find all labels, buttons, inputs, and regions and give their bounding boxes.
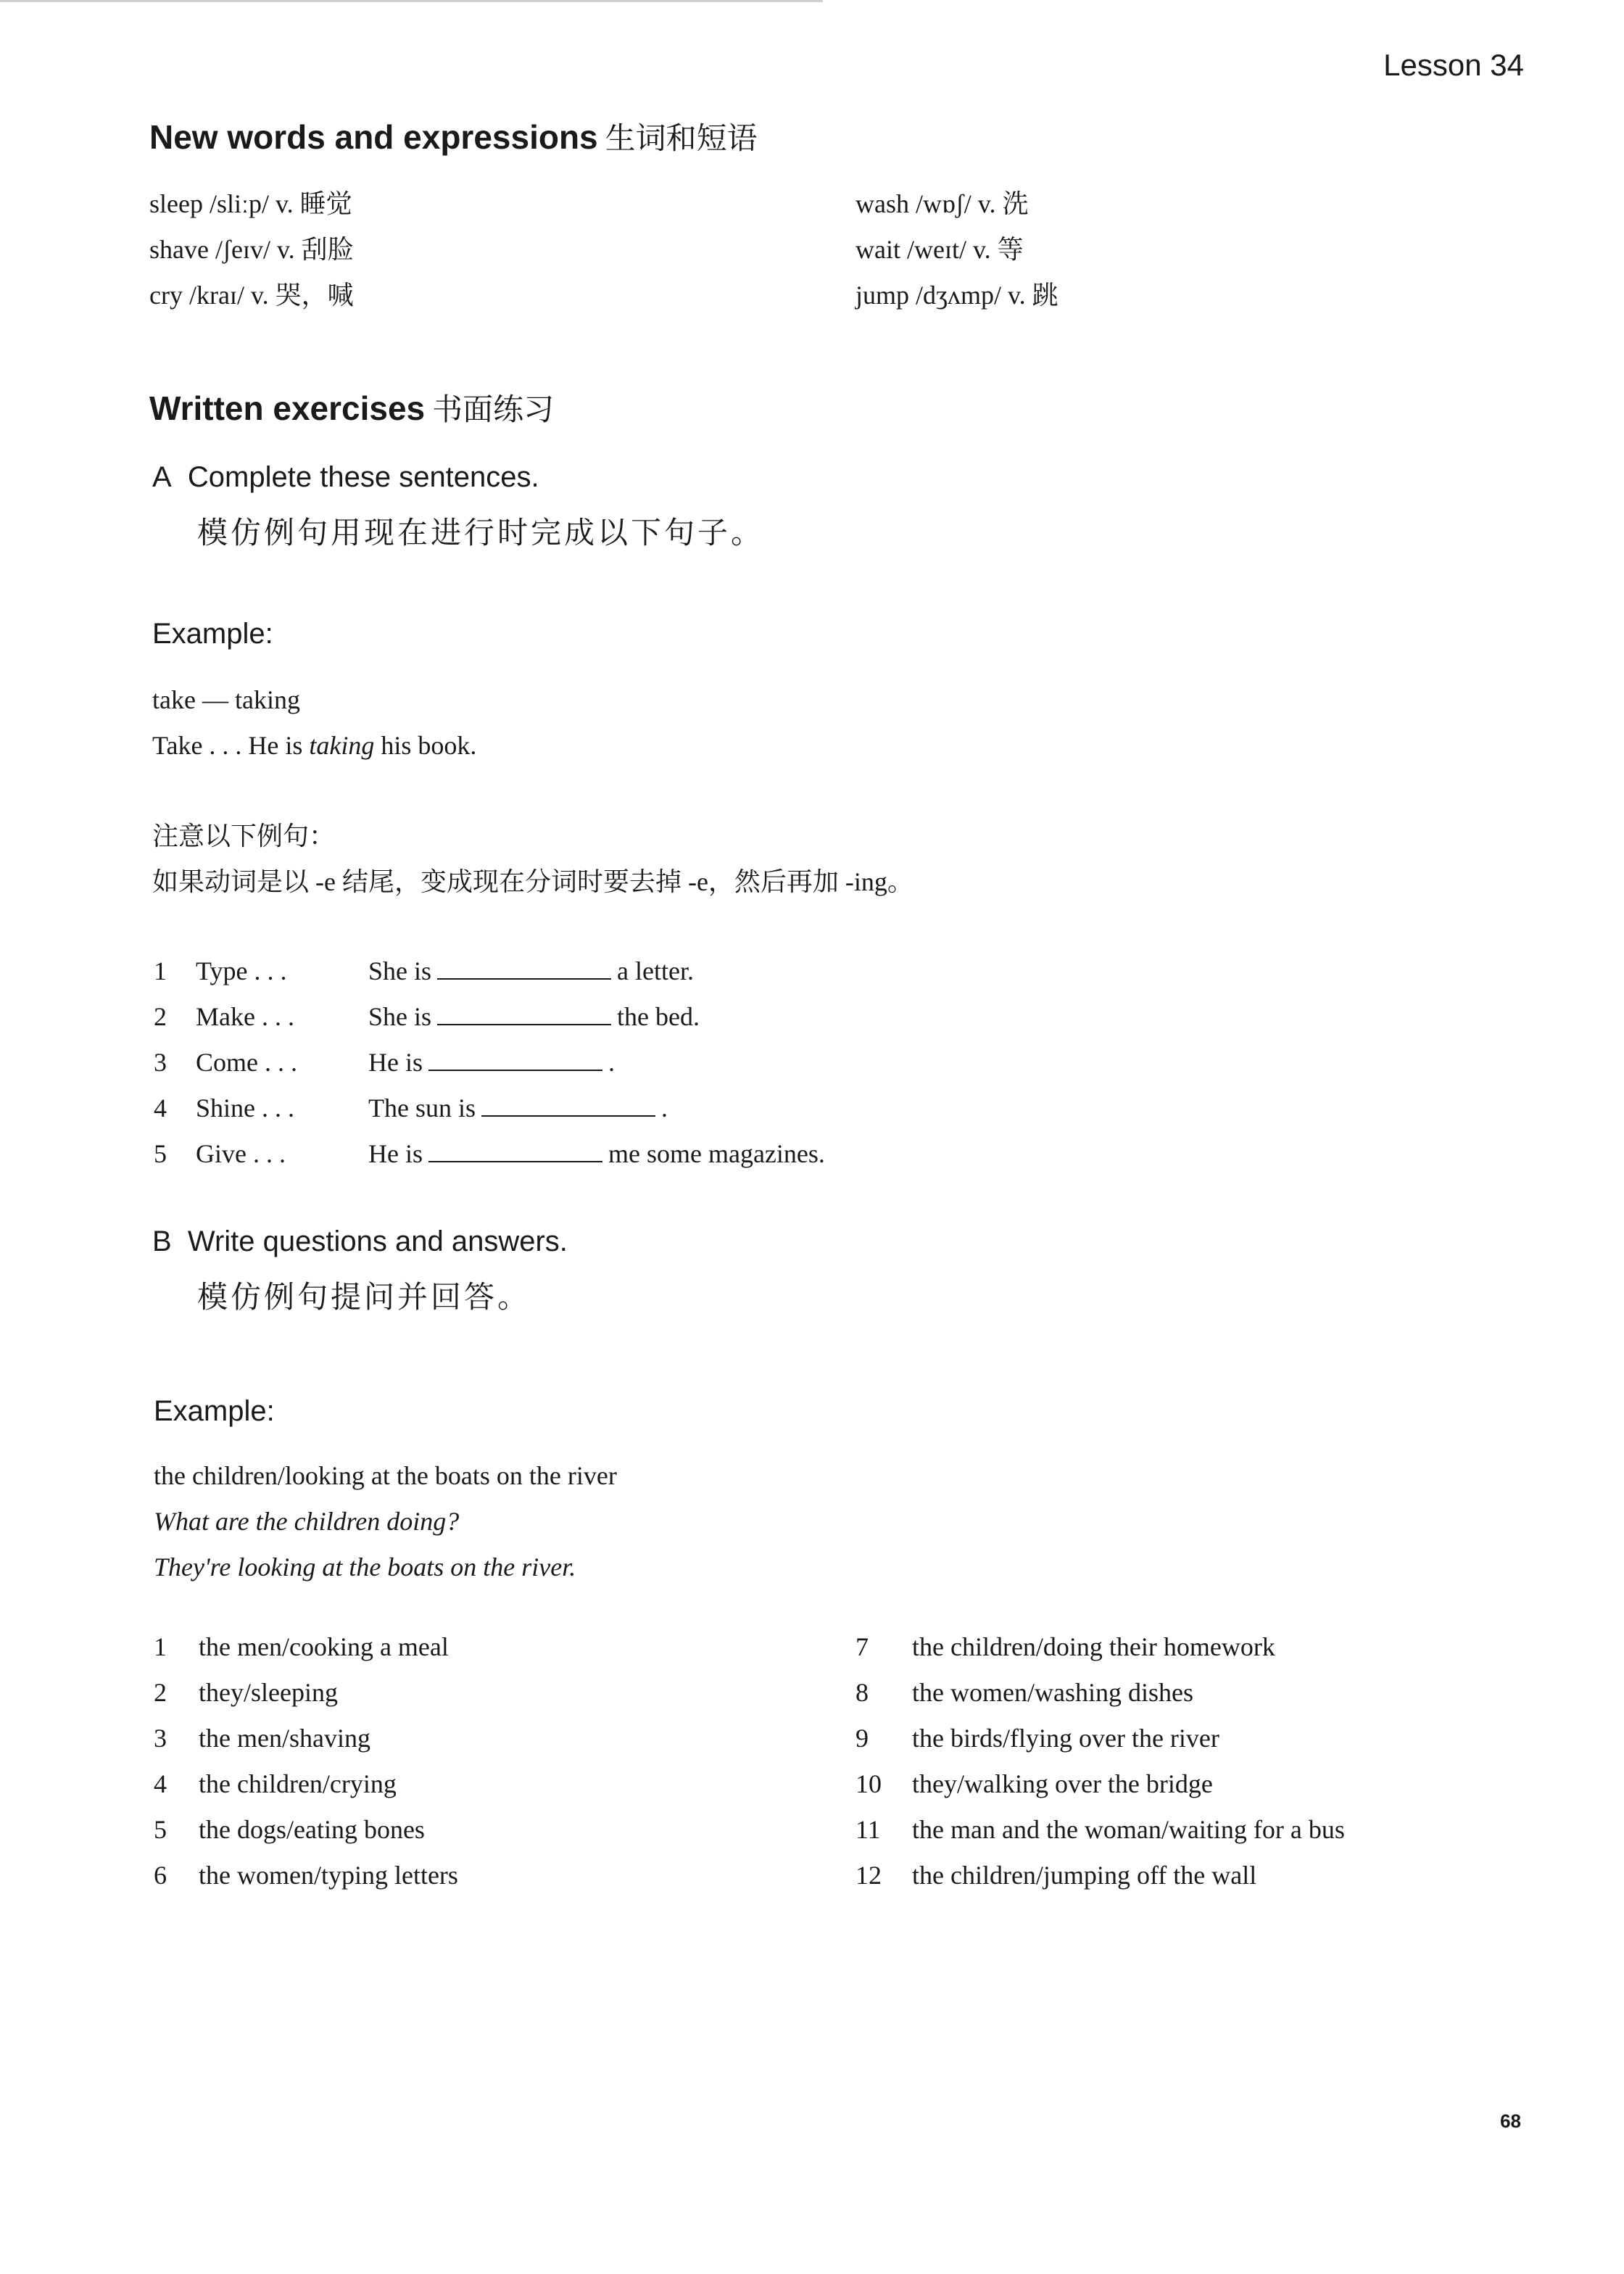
answer-blank[interactable] (428, 1139, 602, 1162)
item-number: 1 (154, 1632, 167, 1661)
item-number: 5 (154, 1139, 167, 1168)
exercise-b-item (856, 1860, 1256, 1890)
exercise-a-example-line1: take — taking (152, 685, 300, 714)
answer-blank[interactable] (481, 1093, 655, 1117)
item-number: 7 (856, 1632, 869, 1661)
item-text: the man and the woman/waiting for a bus (912, 1815, 1345, 1844)
exercise-b-item (154, 1860, 458, 1890)
answer-blank[interactable] (437, 956, 611, 980)
item-number: 5 (154, 1815, 167, 1844)
item-verb: Type . . . (196, 956, 287, 985)
lesson-label: Lesson 34 (1383, 48, 1524, 82)
exercise-b-instruction-text: Write questions and answers. (187, 1225, 568, 1257)
exercise-b-item (154, 1769, 397, 1799)
item-prefix: She is (368, 1002, 432, 1031)
item-suffix: . (661, 1093, 668, 1122)
vocab-item: wait /weɪt/ v. 等 (856, 235, 1024, 264)
item-text: the children/jumping off the wall (912, 1861, 1257, 1890)
item-number: 3 (154, 1048, 167, 1077)
exercise-a-item (154, 956, 694, 986)
exercise-a-item (154, 1047, 615, 1078)
item-number: 4 (154, 1093, 167, 1122)
exercise-a-note-title: 注意以下例句： (152, 822, 336, 851)
item-number: 6 (154, 1861, 167, 1890)
exercise-a-letter: A (152, 461, 172, 493)
exercise-b-item (856, 1677, 1193, 1708)
item-number: 12 (856, 1861, 882, 1890)
item-number: 2 (154, 1002, 167, 1031)
item-number: 11 (856, 1815, 881, 1844)
new-words-heading-cn: 生词和短语 (605, 120, 758, 156)
item-suffix: . (608, 1048, 615, 1077)
item-number: 8 (856, 1678, 869, 1707)
item-suffix: the bed. (617, 1002, 700, 1031)
exercise-b-instruction-cn: 模仿例句提问并回答。 (197, 1279, 531, 1315)
exercise-b-letter: B (152, 1225, 172, 1257)
item-number: 4 (154, 1769, 167, 1798)
top-rule (0, 0, 823, 2)
item-number: 1 (154, 956, 167, 985)
exercise-a-example-line2 (152, 723, 476, 769)
vocab-item: jump /dʒʌmp/ v. 跳 (856, 281, 1058, 310)
vocab-item: wash /wɒʃ/ v. 洗 (856, 189, 1029, 218)
item-text: the women/typing letters (199, 1861, 458, 1890)
exercise-b-instruction (152, 1225, 568, 1258)
item-verb: Give . . . (196, 1139, 286, 1168)
exercise-b-item (154, 1677, 338, 1708)
item-text: the men/shaving (199, 1724, 370, 1753)
vocab-item: sleep /sliːp/ v. 睡觉 (149, 189, 352, 218)
item-prefix: He is (368, 1048, 423, 1077)
answer-blank[interactable] (437, 1002, 611, 1025)
item-number: 10 (856, 1769, 882, 1798)
item-text: the women/washing dishes (912, 1678, 1193, 1707)
exercise-b-item (856, 1814, 1345, 1845)
example-text: Take . . . He is (152, 731, 310, 760)
exercise-b-item (856, 1632, 1275, 1662)
exercise-a-item (154, 1138, 825, 1169)
vocab-item: shave /ʃeɪv/ v. 刮脸 (149, 235, 354, 264)
written-exercises-heading (149, 386, 554, 429)
item-prefix: She is (368, 956, 432, 985)
vocab-item: cry /kraɪ/ v. 哭，喊 (149, 281, 354, 310)
example-italic-word: taking (309, 731, 375, 760)
example-text: his book. (374, 731, 477, 760)
item-number: 2 (154, 1678, 167, 1707)
exercise-a-example-label: Example: (152, 618, 273, 650)
item-number: 3 (154, 1724, 167, 1753)
written-heading-en: Written exercises (149, 389, 426, 427)
exercise-a-instruction (152, 461, 539, 494)
item-text: the dogs/eating bones (199, 1815, 425, 1844)
exercise-b-item (856, 1723, 1219, 1753)
vocab-left-list (149, 181, 354, 318)
item-prefix: He is (368, 1139, 423, 1168)
exercise-a-instruction-text: Complete these sentences. (187, 461, 539, 493)
exercise-b-item (154, 1723, 370, 1753)
exercise-b-item (154, 1632, 449, 1662)
item-verb: Come . . . (196, 1048, 297, 1077)
new-words-heading (149, 115, 758, 158)
exercise-a-note-body: 如果动词是以 -e 结尾，变成现在分词时要去掉 -e，然后再加 -ing。 (152, 867, 914, 896)
item-verb: Make . . . (196, 1002, 294, 1031)
exercise-b-example-line1: the children/looking at the boats on the river (154, 1461, 617, 1490)
item-text: the children/crying (199, 1769, 397, 1798)
exercise-a-instruction-cn: 模仿例句用现在进行时完成以下句子。 (197, 515, 765, 550)
exercise-b-example-answer: They're looking at the boats on the river. (154, 1552, 576, 1582)
item-suffix: me some magazines. (608, 1139, 825, 1168)
vocab-right-list (856, 181, 1058, 318)
item-prefix: The sun is (368, 1093, 476, 1122)
item-text: the men/cooking a meal (199, 1632, 449, 1661)
written-heading-cn: 书面练习 (432, 392, 555, 427)
exercise-b-example-label: Example: (154, 1395, 275, 1427)
item-text: they/sleeping (199, 1678, 338, 1707)
answer-blank[interactable] (428, 1048, 602, 1071)
page-number: 68 (1500, 2110, 1521, 2132)
exercise-a-item (154, 1001, 700, 1032)
item-text: the children/doing their homework (912, 1632, 1275, 1661)
exercise-b-item (856, 1769, 1213, 1799)
exercise-a-item (154, 1093, 668, 1123)
new-words-heading-en: New words and expressions (149, 118, 598, 156)
exercise-b-item (154, 1814, 425, 1845)
item-number: 9 (856, 1724, 869, 1753)
item-suffix: a letter. (617, 956, 694, 985)
item-text: the birds/flying over the river (912, 1724, 1219, 1753)
item-verb: Shine . . . (196, 1093, 295, 1122)
exercise-b-example-question: What are the children doing? (154, 1507, 460, 1536)
item-text: they/walking over the bridge (912, 1769, 1213, 1798)
